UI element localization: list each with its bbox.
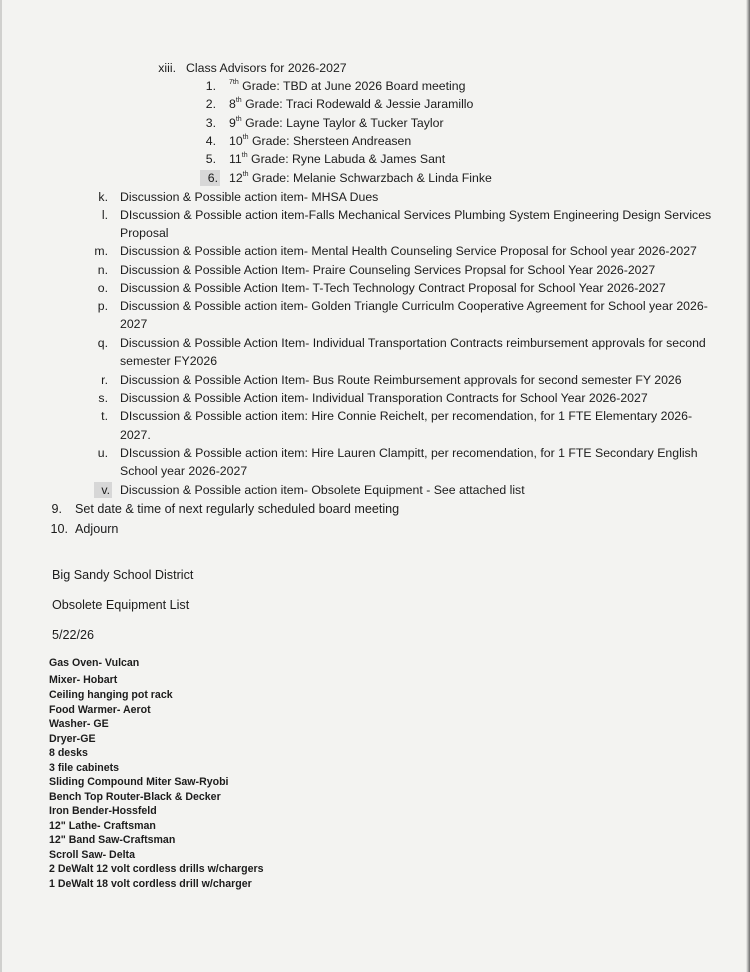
advisor-grade-sup: th [241, 151, 248, 159]
equipment-item: Food Warmer- Aerot [49, 704, 151, 716]
equipment-item: 12" Lathe- Craftsman [49, 820, 156, 832]
equipment-item: Ceiling hanging pot rack [49, 689, 173, 701]
advisor-text: Grade: Shersteen Andreasen [248, 134, 412, 148]
advisor-number: 2. [205, 97, 216, 111]
main-item-number: 10. [50, 522, 68, 536]
main-item-text: Adjourn [75, 522, 119, 536]
agenda-text: Discussion & Possible Action Item- Individual Transportation Contracts reimbursement approvals for second [120, 336, 706, 350]
advisor-grade-sup: th [235, 115, 242, 123]
agenda-text: School year 2026-2027 [120, 464, 248, 478]
advisor-grade: 9 [229, 116, 236, 130]
equipment-item: Mixer- Hobart [49, 674, 118, 686]
advisor-number: 4. [205, 134, 216, 148]
main-item-text: Set date & time of next regularly scheduled board meeting [75, 502, 400, 516]
advisors-marker: xiii. [158, 61, 176, 75]
agenda-text: semester FY2026 [120, 354, 218, 368]
equipment-item: Iron Bender-Hossfeld [49, 805, 157, 817]
advisor-grade: 11 [229, 152, 242, 166]
agenda-letter: o. [97, 281, 108, 295]
advisor-text: Grade: Ryne Labuda & James Sant [247, 152, 446, 166]
agenda-text: DIscussion & Possible action item-Falls Mechanical Services Plumbing System Engineering Design Services [120, 208, 712, 222]
advisor-grade: 10 [229, 134, 243, 148]
equipment-item: Washer- GE [49, 718, 109, 730]
advisor-text: Grade: TBD at June 2026 Board meeting [238, 79, 466, 93]
advisors-title: Class Advisors for 2026-2027 [186, 61, 347, 75]
agenda-letter: p. [97, 299, 108, 313]
list-date: 5/22/26 [52, 628, 95, 642]
agenda-text: DIscussion & Possible action item: Hire Lauren Clampitt, per recomendation, for 1 FTE Secondary English [120, 446, 698, 460]
equipment-item: 12" Band Saw-Craftsman [49, 834, 176, 846]
equipment-item: 8 desks [49, 747, 88, 759]
advisor-text: Grade: Traci Rodewald & Jessie Jaramillo [241, 97, 474, 111]
agenda-letter: u. [97, 446, 108, 460]
advisor-grade-sup: 7th [229, 78, 239, 86]
equipment-item: Sliding Compound Miter Saw-Ryobi [49, 776, 229, 788]
agenda-letter: l. [101, 208, 108, 222]
advisor-number: 5. [205, 152, 216, 166]
agenda-letter: m. [94, 244, 108, 258]
advisor-grade: 8 [229, 97, 236, 111]
agenda-letter: k. [98, 190, 108, 204]
equipment-item: Bench Top Router-Black & Decker [49, 791, 221, 803]
scan-right-edge [746, 0, 750, 972]
agenda-text: Proposal [120, 226, 169, 240]
equipment-item: 3 file cabinets [49, 762, 120, 774]
agenda-text: Discussion & Possible action item- Golden Triangle Curriculm Cooperative Agreement for School year 2026- [120, 299, 708, 313]
equipment-item: 2 DeWalt 12 volt cordless drills w/chargers [49, 863, 264, 875]
agenda-text: Discussion & Possible action item- MHSA Dues [120, 190, 379, 204]
advisor-number: 6. [200, 170, 220, 186]
agenda-text: Discussion & Possible Action Item- Bus Route Reimbursement approvals for second semester FY 2026 [120, 373, 682, 387]
equipment-item: 1 DeWalt 18 volt cordless drill w/charger [49, 878, 252, 890]
agenda-letter: r. [101, 373, 108, 387]
agenda-text: Discussion & Possible Action item- Individual Transporation Contracts for School Year 2026-2027 [120, 391, 648, 405]
advisor-number: 1. [205, 79, 216, 93]
agenda-letter: n. [97, 263, 108, 277]
agenda-text: Discussion & Possible action item- Obsolete Equipment - See attached list [120, 483, 525, 497]
agenda-letter: t. [101, 409, 108, 423]
agenda-text: Discussion & Possible action item- Mental Health Counseling Service Proposal for School year 2026-2027 [120, 244, 697, 258]
agenda-text: Discussion & Possible Action Item- Praire Counseling Services Propsal for School Year 2026-2027 [120, 263, 656, 277]
advisor-text: Grade: Layne Taylor & Tucker Taylor [241, 116, 444, 130]
advisor-grade: 12 [229, 171, 243, 185]
district-name: Big Sandy School District [52, 568, 194, 582]
agenda-text: 2027. [120, 428, 151, 442]
agenda-letter: q. [97, 336, 108, 350]
advisor-number: 3. [205, 116, 216, 130]
agenda-text: DIscussion & Possible action item: Hire Connie Reichelt, per recomendation, for 1 FTE Elementary 2026- [120, 409, 693, 423]
equipment-item: Gas Oven- Vulcan [49, 657, 140, 669]
agenda-letter: v. [94, 482, 112, 498]
main-item-number: 9. [51, 502, 62, 516]
advisor-text: Grade: Melanie Schwarzbach & Linda Finke [248, 171, 492, 185]
equipment-item: Dryer-GE [49, 733, 96, 745]
agenda-letter: s. [98, 391, 108, 405]
scan-left-edge [0, 0, 2, 972]
advisor-grade-sup: th [242, 133, 249, 141]
advisor-grade-sup: th [235, 96, 242, 104]
equipment-item: Scroll Saw- Delta [49, 849, 135, 861]
agenda-text: 2027 [120, 317, 148, 331]
advisor-grade-sup: th [242, 170, 249, 178]
agenda-text: Discussion & Possible Action Item- T-Tech Technology Contract Proposal for School Year 2026-2027 [120, 281, 666, 295]
list-title: Obsolete Equipment List [52, 598, 190, 612]
